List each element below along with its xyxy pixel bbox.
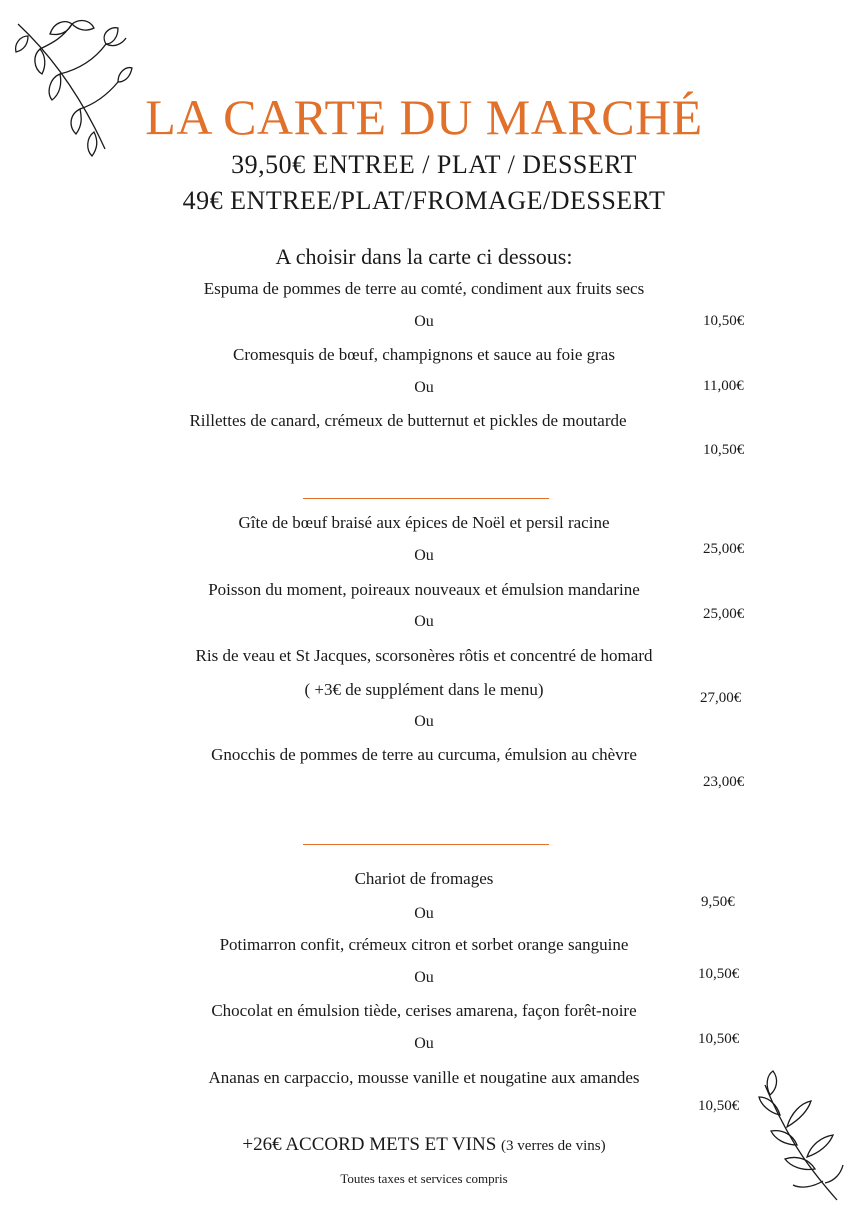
dessert-dish-1: Chariot de fromages <box>354 869 494 888</box>
section-divider <box>303 844 549 845</box>
main-price-3: 27,00€ <box>700 690 742 706</box>
dessert-price-1: 9,50€ <box>701 894 735 910</box>
wine-pairing-label: +26€ ACCORD METS ET VINS <box>242 1134 497 1155</box>
or-separator: Ou <box>414 969 434 986</box>
entree-price-3: 10,50€ <box>703 442 745 458</box>
dessert-dish-3: Chocolat en émulsion tiède, cerises amarena, façon forêt-noire <box>211 1001 637 1020</box>
main-price-1: 25,00€ <box>703 541 745 557</box>
entree-dish-2: Cromesquis de bœuf, champignons et sauce au foie gras <box>233 345 615 364</box>
main-price-4: 23,00€ <box>703 774 745 790</box>
formula-four-course: 49€ ENTREE/PLAT/FROMAGE/DESSERT <box>182 186 666 215</box>
wine-pairing <box>0 1134 848 1156</box>
or-separator: Ou <box>414 1035 434 1052</box>
main-price-2: 25,00€ <box>703 606 745 622</box>
taxes-note: Toutes taxes et services compris <box>340 1171 508 1186</box>
or-separator: Ou <box>414 905 434 922</box>
menu-title: LA CARTE DU MARCHÉ <box>145 89 703 145</box>
or-separator: Ou <box>414 313 434 330</box>
main-dish-2: Poisson du moment, poireaux nouveaux et émulsion mandarine <box>208 580 640 599</box>
or-separator: Ou <box>414 379 434 396</box>
dessert-price-2: 10,50€ <box>698 966 740 982</box>
dessert-price-3: 10,50€ <box>698 1031 740 1047</box>
section-divider <box>303 498 549 499</box>
dessert-dish-2: Potimarron confit, crémeux citron et sorbet orange sanguine <box>219 935 629 954</box>
main-dish-3: Ris de veau et St Jacques, scorsonères rôtis et concentré de homard <box>195 646 653 665</box>
formula-three-course: 39,50€ ENTREE / PLAT / DESSERT <box>231 150 637 179</box>
or-separator: Ou <box>414 613 434 630</box>
main-dish-4: Gnocchis de pommes de terre au curcuma, émulsion au chèvre <box>211 745 637 764</box>
main-dish-3-supplement-note: ( +3€ de supplément dans le menu) <box>304 680 544 699</box>
or-separator: Ou <box>414 713 434 730</box>
entree-price-1: 10,50€ <box>703 313 745 329</box>
or-separator: Ou <box>414 547 434 564</box>
entree-price-2: 11,00€ <box>703 378 744 394</box>
dessert-price-4: 10,50€ <box>698 1098 740 1114</box>
choose-intro: A choisir dans la carte ci dessous: <box>275 244 573 269</box>
entree-dish-1: Espuma de pommes de terre au comté, condiment aux fruits secs <box>203 279 645 298</box>
entree-dish-3: Rillettes de canard, crémeux de butternut et pickles de moutarde <box>189 411 627 430</box>
main-dish-1: Gîte de bœuf braisé aux épices de Noël et persil racine <box>238 513 610 532</box>
dessert-dish-4: Ananas en carpaccio, mousse vanille et nougatine aux amandes <box>208 1068 640 1087</box>
wine-pairing-note: (3 verres de vins) <box>501 1138 606 1154</box>
